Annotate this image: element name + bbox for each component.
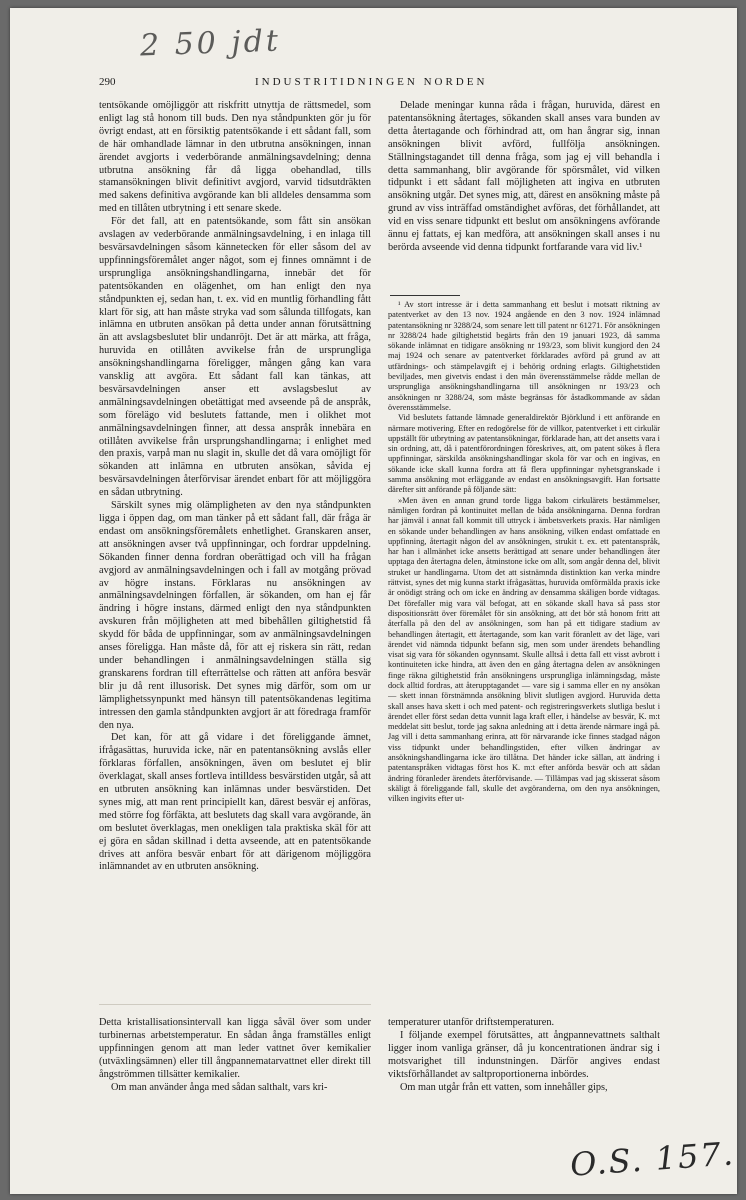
paragraph: temperaturer utanför driftstemperaturen. (388, 1017, 555, 1028)
handwritten-annotation-bottom: O.S. 157. (568, 1134, 737, 1184)
page-number: 290 (99, 76, 116, 88)
running-title: INDUSTRITIDNINGEN NORDEN (255, 76, 488, 88)
right-column (388, 100, 660, 290)
bottom-right-fragment (388, 1016, 660, 1110)
bottom-left-fragment (99, 1016, 371, 1102)
left-column (99, 100, 371, 948)
paragraph: För det fall, att en patentsökande, som fått sin ansökan avslagen av vederbörande anmälningsavdelning, i en inlaga till besvärsavdelningen såsom kännetecken för eller såsom del av uppfinningsföremålet anger något, som ej finnes omnämnt i de ursprungliga ansökningshandlingarna, innebär det för patentsökanden en olägenhet, om han enligt den nya ståndpunkten ej, sedan han, t. ex. vid en muntlig förhandling fått klart för sig, att han måste stryka vad som sålunda tillfogats, kan inlämna en utbruten ansökan på detta under annan förutsättning än att avslagsbeslutet blir undanröjt. Det är att märka, att fråga, huruvida en otillåten avvikelse från de ursprungliga ansökningshandlingarna föreligger, mången gång kan vara vansklig att avgöra. Ett sådant fall kan tänkas, att besvärsavdelningen anser ett avslagsbeslut av anmälningsavdelningen obetättigat med avseende på de anspråk, som förelägo vid beslutets fattande, men i olikhet mot anmälningsavdelningen finner, att dessa anspråk innebära en otillåten avvikelse från ursprungshandlingarna; i enlighet med den praxis, varpå man nu slagit in, skulle det då vara omöjligt för sökanden att inlämna en utbruten ansökan, såvida ej besvärsavdelningen återförvisar ärendet enbart för att möjliggöra en sådan utbrytning. (99, 216, 371, 499)
paragraph: Om man använder ånga med sådan salthalt, vars kri- (111, 1082, 328, 1093)
document-page (10, 8, 737, 1194)
paragraph: Det kan, för att gå vidare i det föreliggande ämnet, ifrågasättas, huruvida icke, när en patentansökning avslås eller förklaras förfallen, ansökningen, även om beslutet ej blir överklagat, skall anses fortleva intilldess besvärstiden utgår, så att en utbruten ansökning kan inlämnas under besvärstiden. Det synes mig, att man rent principiellt kan, därest besvär ej anföras, med större fog förfäkta, att beslutets dag skall vara avgörande, än om beslutet överklagas, men onekligen tala praktiska skäl för att ej göra en sådan skillnad i detta avseende, att en patentsökande drives att anföra besvär enbart för att därigenom möjliggöra inlämnandet av en utbruten ansökning. (99, 732, 371, 873)
paragraph: Särskilt synes mig olämpligheten av den nya ståndpunkten ligga i öppen dag, om man tänker på ett sådant fall, där fråga är endast om ansökningsföremålets enhetlighet. Granskaren anser, att ansökningen avser två uppfinningar, och fordrar uppdelning. Sökanden finner denna fordran oberättigad och vill ha frågan avgjord av anmälningsavdelningen och i fall av motgång prövad av högre instans. Förklaras nu ansökningen av anmälningsavdelningen förfallen, är sökanden, om han ej får ändring i högre instans, därmed enligt den nya ståndpunkten avskuren från möjligheten att med bibehållen giltighetstid få skydd för båda de uppfinningar, som av anmälningsavdelningen anses föreligga. Han måste då, för att ej riskera sin rätt, redan under behandlingen i anmälningsavdelningen ställa sig granskarens fordran till efterrättelse och rätten att anföra besvär blir ju då rent illusorisk. Det synes mig därför, som om ur lämplighetssynpunkt med hänsyn till patentsökandenas legitima intressen den gamla ståndpunkten avgjort är att föredraga framför den nya. (99, 500, 371, 731)
paragraph: tentsökande omöjliggör att riskfritt utnyttja de rättsmedel, som enligt lag stå honom till buds. Den nya ståndpunkten gör ju för övrigt endast, att en försiktig patentsökande i ett sådant fall, som de här omhandlade lämnar in den utbrutna ansökningen, innan ärendet avgjorts i vederbörande anmälningsavdelning; denna utbrutna ansökning får då ligga obehandlad, tills stamansökningen blivit definitivt avgjord, varvid tidsutdräkten med sakens definitiva avgörande kan bli alldeles densamma som med en tillåten utbrytning i ett senare skede. (99, 100, 371, 215)
footnote: Vid beslutets fattande lämnade generaldirektör Björklund i ett anförande en närmare motivering. Efter en redogörelse för de villkor, patentverket i ett cirkulär uppställt för utbrytning av patentansökningar, förklarade han, att det ansetts vara i sin ordning, att, då i patentförordningen föreskrives, att, om patent sökes å flera uppfinningar, särskilda ansökningshandlingar skola för var och en ingivas, en sökande icke skall kunna fordra att få flera uppfinningar nyhetsgranskade i samma ansökning mot erläggande av endast en ansökningsavgift. Han fortsatte därefter sitt anförande på följande sätt: (388, 413, 660, 495)
paragraph: Om man utgår från ett vatten, som innehåller gips, (400, 1082, 608, 1093)
footnote: »Men även en annan grund torde ligga bakom cirkulärets bestämmelser, nämligen fordran på kontinuitet mellan de båda ansökningarna. Denna fordran har jämväl i annat fall kommit till uttryck i ämbetsverkets praxis. Har nämligen en sökande under behandlingen av hans ansökning, vilken endast omfattade en uppfinning, återtagit någon del av ansökningen, strukit t. ex. ett patentanspråk, har han i allmänhet icke ansetts berättigad att senare under behandlingen åter upptaga den återtagna delen, åtminstone icke om allt, som angår denna del, blivit struket ur handlingarna. Utom det att sistnämnda distinktion kan verka mindre rättvist, synes det mig kunna starkt ifrågasättas, huruvida omförmälda praxis icke är onödigt sträng och om icke en ändring av densamma skäligen borde vidtagas. Det förefaller mig vara väl befogat, att en sökande skall hava så pass stor dispositionsrätt över föremålet för sin ansökning, att det bör stå honom fritt att återfalla på den del av ansökningen, som han på ett tidigare stadium av behandlingen återtagit, ett återtagande, som kan varit föranlett av det läge, vari ärendet vid nämnda tidpunkt befann sig, men som under ärendets behandling visat sig vara för sökanden ogynnsamt. Skulle alltså i detta fall ett visst avbrott i kontinuiteten icke hindra, att även den en gång återtagna delen av ansökningen finge räkna giltighetstid från ansökningens ursprungliga inlämningsdag, måste dock alltid fordras, att återupptagandet — vare sig i samma eller en ny ansökan — skett innan förstnämnda ansökning blivit slutligen avgjord. Huruvida detta skall anses hava skett i och med patent- och registreringsverkets slutliga beslut i ärendet eller först sedan detta vunnit laga kraft eller, i händelse av besvär, K. m:t meddelat sitt beslut, torde jag sakna anledning att i detta ärende närmare ingå på. Jag vill i detta sammanhang erinra, att för närvarande icke finnes stadgad någon viss tidpunkt under behandlingstiden, efter vilken ändringar av ansökningshandlingarna icke äro tillåtna. Det händer icke sällan, att ändring i patentanspråken vidtagas först hos K. m:t efter anförda besvär och att sådan ändring föranleder ärendets återförvisande. — Tillämpas vad jag skisserat såsom skäligt å föreliggande fall, skulle det avgöranderna, om den nya ansökningen, vilken ingivits efter ut- (388, 495, 660, 804)
footnote-divider (390, 295, 460, 296)
footnotes (388, 300, 660, 948)
footnote: ¹ Av stort intresse är i detta sammanhang ett beslut i motsatt riktning av patentverket av den 13 nov. 1924 angående en den 3 nov. 1924 inlämnad patentansökning nr 3288/24, som senare lett till patent nr 61271. För ansökningen nr 3288/24 hade giltighetstid begärts från den 19 januari 1923, då samma sökande inlämnat en tidigare ansökning nr 193/23, som blivit kungjord den 24 maj 1924 och senare av patentverket förklarades avförd på grund av att utfärdnings- och stämpelavgift ej i behörig ordning erlagts. Giltighetstiden beviljades, men givetvis endast i den mån överensstämmelse rådde mellan de ursprungliga ansökningshandlingarna till ansökningen nr 193/23 och ansökningen nr 3288/24, som måste begränsas för åstadkommande av sådan överensstämmelse. (388, 300, 660, 412)
paper-fold-edge (99, 1004, 371, 1013)
paragraph: Detta kristallisationsintervall kan ligga såväl över som under turbinernas arbetstemperatur. En sådan ånga framställes enligt uppfinningen genom att man leder vattnet över kemikalier (utväxlingsämnen) eller till ångpannematarvattnet eller direkt till ångströmmen tillsätter kemikalier. (99, 1017, 371, 1080)
paragraph: Delade meningar kunna råda i frågan, huruvida, därest en patentansökning återtages, sökanden skall anses vara bunden av detta återtagande och förhindrad att, om han ångrar sig, innan ansökningen blivit avförd, fullfölja ansökningen. Ställningstagandet till denna fråga, som jag ej vill behandla i detta sammanhang, blir avgörande för spörsmålet, vid vilken tidpunkt i ett sådant fall möjligheten att ingiva en utbruten ansökning utgår. Det synes mig, att, därest en ansökning måste på grund av viss inträffad omständighet avföras, det förhållandet, att vid en viss senare tidpunkt ett beslut om ansökningens avförande ännu ej fattats, ej kan medföra, att ansökningen skall anses i nu berörda avseende vid denna tidpunkt fortfarande vara vid liv.¹ (388, 100, 660, 253)
paragraph: I följande exempel förutsättes, att ångpannevattnets salthalt ligger inom vanliga gränser, då ju koncentrationen ändrar sig i motsvarighet till indunstningen. Därför angives endast viktsförhållandet av saltproportionerna inbördes. (388, 1030, 660, 1080)
handwritten-annotation-top: 2 50 jdt (139, 23, 282, 64)
